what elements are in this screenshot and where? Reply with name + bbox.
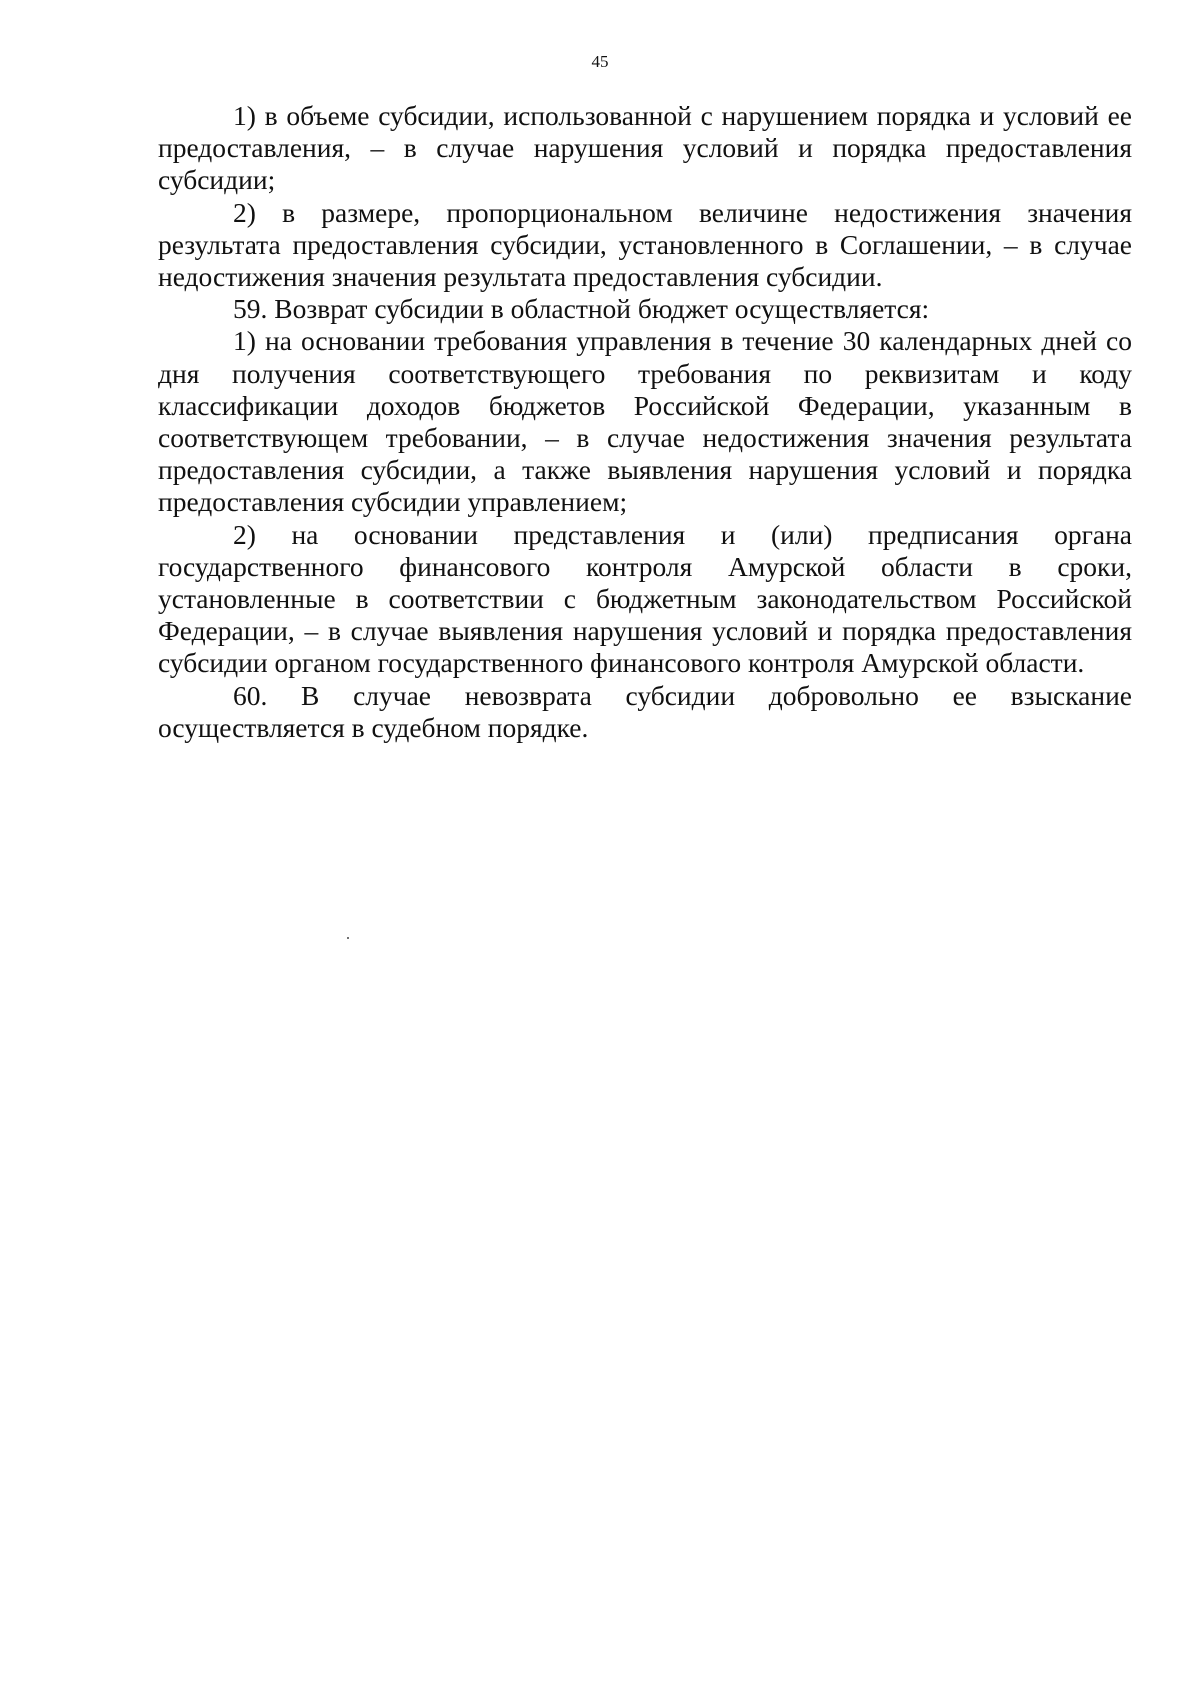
document-body bbox=[158, 100, 1132, 744]
scan-speck bbox=[347, 937, 349, 939]
paragraph-return-proportional: 2) в размере, пропорциональном величине недостижения значения результата предоставления субсидии, установленного в Соглашении, – в случае недостижения значения результата предоставления субсидии. bbox=[158, 196, 1132, 293]
paragraph-59-item-2: 2) на основании представления и (или) предписания органа государственного финансового контроля Амурской области в сроки, установленные в соответствии с бюджетным законодательством Российской Федерации, – в случае выявления нарушения условий и порядка предоставления субсидии органом государственного финансового контроля Амурской области. bbox=[158, 518, 1132, 679]
page-number: 45 bbox=[591, 52, 609, 71]
paragraph-59-heading: 59. Возврат субсидии в областной бюджет осуществляется: bbox=[233, 293, 930, 325]
paragraph-60: 60. В случае невозврата субсидии добровольно ее взыскание осуществляется в судебном порядке. bbox=[158, 679, 1132, 743]
paragraph-return-volume: 1) в объеме субсидии, использованной с нарушением порядка и условий ее предоставления, – в случае нарушения условий и порядка предоставления субсидии; bbox=[158, 100, 1132, 196]
paragraph-59-item-1: 1) на основании требования управления в течение 30 календарных дней со дня получения соответствующего требования по реквизитам и коду классификации доходов бюджетов Российской Федерации, указанным в соответствующем требовании, – в случае недостижения значения результата предоставления субсидии, а также выявления нарушения условий и порядка предоставления субсидии управлением; bbox=[158, 325, 1132, 518]
